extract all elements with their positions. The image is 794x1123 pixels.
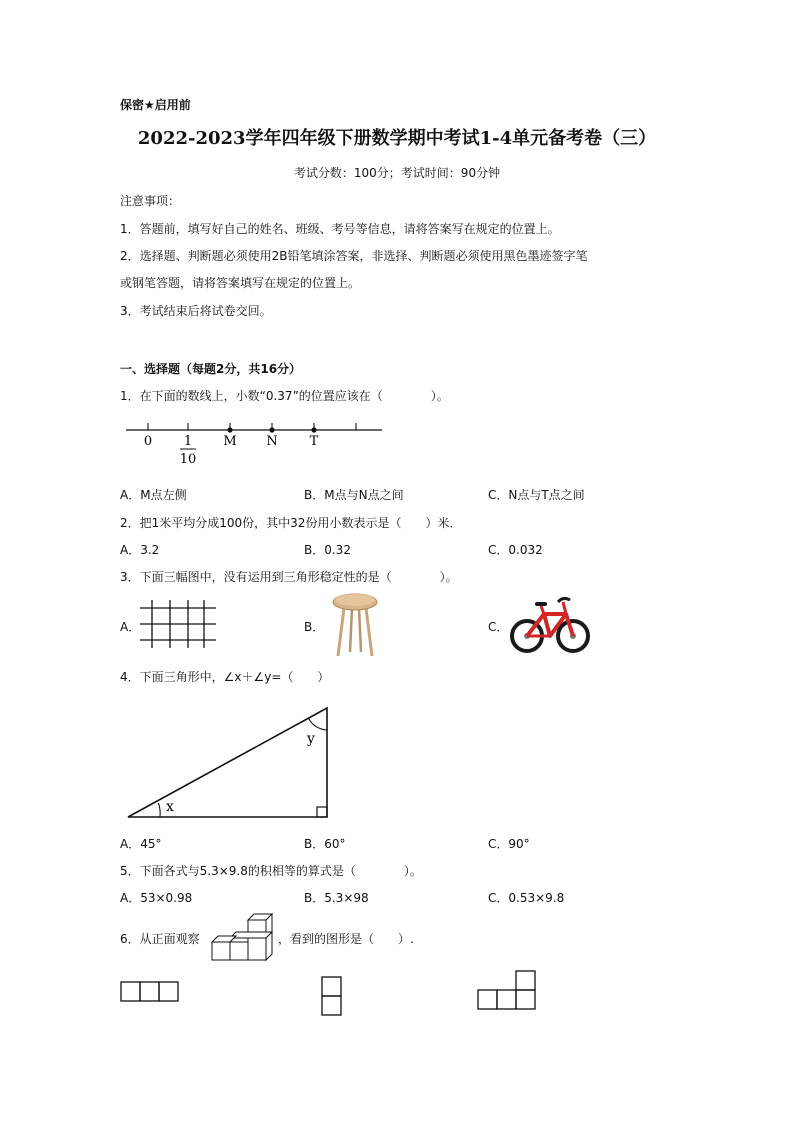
section-1-title: 一、选择题（每题2分，共16分） <box>120 362 302 376</box>
q4-option-a[interactable]: A．45° <box>120 837 162 851</box>
q2-stem: 2．把1米平均分成100份，其中32份用小数表示是（ ）米． <box>120 516 462 530</box>
q3-stem: 3．下面三幅图中，没有运用到三角形稳定性的是（ ）。 <box>120 570 458 584</box>
tick-label-numerator: 1 <box>183 434 193 449</box>
point-label-m: M <box>223 434 237 449</box>
q5-option-c[interactable]: C．0.53×9.8 <box>488 891 565 905</box>
angle-y-label: y <box>307 731 315 747</box>
page-title: 2022-2023学年四年级下册数学期中考试1-4单元备考卷（三） <box>137 128 657 149</box>
q5-option-a[interactable]: A．53×0.98 <box>120 891 193 905</box>
note-1: 1．答题前，填写好自己的姓名、班级、考号等信息，请将答案写在规定的位置上。 <box>120 222 560 236</box>
note-3: 3．考试结束后将试卷交回。 <box>120 304 272 318</box>
confidential-label: 保密★启用前 <box>120 98 191 112</box>
notes-heading: 注意事项： <box>120 194 181 208</box>
grid-fence-image <box>140 600 218 648</box>
q2-option-c[interactable]: C．0.032 <box>488 543 543 557</box>
q1-option-a[interactable]: A．M点左侧 <box>120 488 187 502</box>
q1-option-c[interactable]: C．N点与T点之间 <box>488 488 585 502</box>
point-label-n: N <box>266 434 278 449</box>
q4-option-b[interactable]: B．60° <box>304 837 346 851</box>
q6-stem-part1: 6．从正面观察 <box>120 932 200 946</box>
q5-option-b[interactable]: B．5.3×98 <box>304 891 369 905</box>
note-2b: 或钢笔答题，请将答案填写在规定的位置上。 <box>120 276 361 290</box>
tick-label-denominator: 10 <box>179 452 197 467</box>
q4-stem: 4．下面三角形中，∠x＋∠y=（ ） <box>120 670 330 684</box>
cube-stack-3d-figure <box>210 912 276 962</box>
angle-x-label: x <box>166 799 174 815</box>
q2-option-a[interactable]: A．3.2 <box>120 543 160 557</box>
q6-option-a-figure[interactable] <box>120 980 182 1004</box>
exam-info: 考试分数：100分；考试时间：90分钟 <box>293 166 501 180</box>
q2-option-b[interactable]: B．0.32 <box>304 543 351 557</box>
bicycle-image <box>508 592 592 656</box>
q1-option-b[interactable]: B．M点与N点之间 <box>304 488 404 502</box>
q5-stem: 5．下面各式与5.3×9.8的积相等的算式是（ ）。 <box>120 864 422 878</box>
q3-option-c[interactable]: C． <box>488 620 509 634</box>
q1-stem: 1．在下面的数线上，小数“0.37”的位置应该在（ ）。 <box>120 389 449 403</box>
right-triangle-figure <box>120 700 340 822</box>
q3-option-b[interactable]: B． <box>304 620 325 634</box>
q3-option-a[interactable]: A． <box>120 620 141 634</box>
note-2a: 2．选择题、判断题必须使用2B铅笔填涂答案，非选择、判断题必须使用黑色墨迹签字笔 <box>120 249 588 263</box>
q6-option-b-figure[interactable] <box>320 975 344 1019</box>
number-line <box>120 418 390 470</box>
tick-label-0: 0 <box>143 434 153 449</box>
point-label-t: T <box>309 434 319 449</box>
q6-option-c-figure[interactable] <box>477 969 539 1013</box>
q6-stem-part2: ，看到的图形是（ ）. <box>278 932 414 946</box>
q4-option-c[interactable]: C．90° <box>488 837 530 851</box>
stool-image <box>330 590 380 658</box>
